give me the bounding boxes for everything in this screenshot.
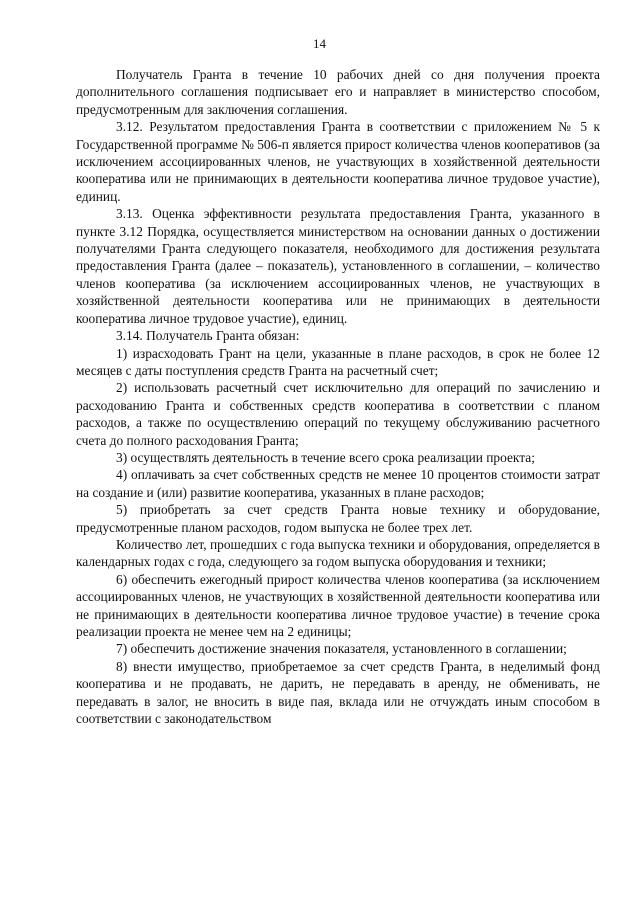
paragraph-3-13: 3.13. Оценка эффективности результата предоставления Гранта, указанного в пункте 3.12 Порядка, осуществляется министерством на основании данных о достижении получателями Гранта следующего показателя, необходимого для достижения результата предоставления Гранта (далее – показатель), установленного в соглашении, – количество членов кооператива (за исключением ассоциированных членов, не участвующих в хозяйственной деятельности кооператива или не принимающих в деятельности кооператива личное трудовое участие), единиц. — [76, 206, 600, 326]
obligation-1: 1) израсходовать Грант на цели, указанные в плане расходов, в срок не более 12 месяцев с даты поступления средств Гранта на расчетный счет; — [76, 345, 600, 378]
obligation-7: 7) обеспечить достижение значения показателя, установленного в соглашении; — [116, 641, 567, 657]
paragraph-3-14: 3.14. Получатель Гранта обязан: — [116, 328, 300, 344]
obligation-6: 6) обеспечить ежегодный прирост количества членов кооператива (за исключением ассоциированных членов, не участвующих в хозяйственной деятельности кооператива или не принимающих в деятельности кооператива личное трудовое участие) в течение срока реализации проекта не менее чем на 2 единицы; — [76, 571, 600, 639]
document-body — [76, 66, 600, 727]
obligation-2: 2) использовать расчетный счет исключительно для операций по зачислению и расходованию Гранта и собственных средств кооператива в соответствии с планом расходов, а также по осуществлению операций по текущему обслуживанию расчетного счета до полного расходования Гранта; — [76, 380, 600, 448]
obligation-8: 8) внести имущество, приобретаемое за счет средств Гранта, в неделимый фонд кооператива и не продавать, не дарить, не передавать в аренду, не обменивать, не передавать в залог, не вносить в виде пая, вклада или не отчуждать иным способом в соответствии с законодательством — [76, 658, 600, 727]
obligation-4: 4) оплачивать за счет собственных средств не менее 10 процентов стоимости затрат на создание и (или) развитие кооператива, указанных в плане расходов; — [76, 467, 600, 500]
obligation-3: 3) осуществлять деятельность в течение всего срока реализации проекта; — [116, 449, 535, 465]
paragraph-recipient-signing: Получатель Гранта в течение 10 рабочих дней со дня получения проекта дополнительного соглашения подписывает его и направляет в министерство способом, предусмотренным для заключения соглашения. — [76, 67, 600, 117]
obligation-5: 5) приобретать за счет средств Гранта новые технику и оборудование, предусмотренные планом расходов, годом выпуска не более трех лет. — [76, 502, 600, 535]
paragraph-3-12: 3.12. Результатом предоставления Гранта в соответствии с приложением № 5 к Государственной программе № 506-п является прирост количества членов кооперативов (за исключением ассоциированных членов, не участвующих в хозяйственной деятельности кооператива или не принимающих в деятельности кооператива личное трудовое участие), единиц. — [76, 119, 600, 204]
page-number: 14 — [313, 36, 326, 51]
equipment-age-note: Количество лет, прошедших с года выпуска техники и оборудования, определяется в календарных годах с года, следующего за годом выпуска оборудования и техники; — [76, 536, 600, 570]
